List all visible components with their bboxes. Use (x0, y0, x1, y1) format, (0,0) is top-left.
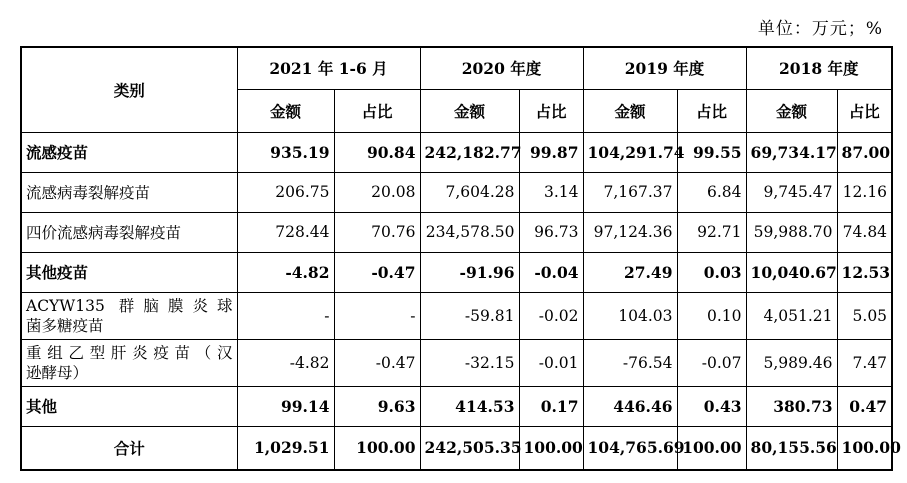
cell-value: -91.96 (420, 252, 519, 292)
total-value: 242,505.35 (420, 426, 519, 470)
row-label: 流感病毒裂解疫苗 (21, 172, 237, 212)
cell-value: 87.00 (837, 132, 892, 172)
cell-value: 59,988.70 (746, 212, 837, 252)
header-period-2021h1: 2021 年 1-6 月 (237, 47, 420, 89)
cell-value: 935.19 (237, 132, 334, 172)
table-row (21, 386, 892, 426)
cell-value: 414.53 (420, 386, 519, 426)
table-row (21, 212, 892, 252)
cell-value: 242,182.77 (420, 132, 519, 172)
header-amount: 金额 (237, 89, 334, 132)
cell-value: -32.15 (420, 339, 519, 386)
row-label: 其他疫苗 (21, 252, 237, 292)
row-label-line: 重组乙型肝炎疫苗（汉 (26, 343, 233, 362)
cell-value: -4.82 (237, 252, 334, 292)
cell-value: 6.84 (677, 172, 746, 212)
cell-value: 380.73 (746, 386, 837, 426)
table-row (21, 252, 892, 292)
cell-value: 96.73 (519, 212, 583, 252)
total-value: 1,029.51 (237, 426, 334, 470)
header-share: 占比 (837, 89, 892, 132)
table-row (21, 172, 892, 212)
cell-value: 4,051.21 (746, 292, 837, 339)
cell-value: 234,578.50 (420, 212, 519, 252)
total-value: 80,155.56 (746, 426, 837, 470)
table-row (21, 292, 892, 339)
cell-value: 90.84 (334, 132, 420, 172)
total-value: 100.00 (334, 426, 420, 470)
cell-value: 12.16 (837, 172, 892, 212)
cell-value: 3.14 (519, 172, 583, 212)
cell-value: -0.02 (519, 292, 583, 339)
cell-value: 446.46 (583, 386, 677, 426)
cell-value: 0.10 (677, 292, 746, 339)
cell-value: 0.03 (677, 252, 746, 292)
cell-value: 728.44 (237, 212, 334, 252)
header-share: 占比 (519, 89, 583, 132)
cell-value: -0.07 (677, 339, 746, 386)
cell-value: 27.49 (583, 252, 677, 292)
total-value: 100.00 (677, 426, 746, 470)
cell-value: 97,124.36 (583, 212, 677, 252)
header-period-2019: 2019 年度 (583, 47, 746, 89)
revenue-table (20, 46, 901, 471)
cell-value: 10,040.67 (746, 252, 837, 292)
row-label (21, 292, 237, 339)
row-label-line: 菌多糖疫苗 (26, 316, 104, 335)
cell-value: - (237, 292, 334, 339)
cell-value: 70.76 (334, 212, 420, 252)
cell-value: 5.05 (837, 292, 892, 339)
cell-value: 7,604.28 (420, 172, 519, 212)
cell-value: 9,745.47 (746, 172, 837, 212)
total-value: 104,765.69 (583, 426, 677, 470)
table-row (21, 339, 892, 386)
cell-value: 0.17 (519, 386, 583, 426)
header-share: 占比 (334, 89, 420, 132)
cell-value: 74.84 (837, 212, 892, 252)
cell-value: 99.55 (677, 132, 746, 172)
header-amount: 金额 (583, 89, 677, 132)
cell-value: - (334, 292, 420, 339)
cell-value: 99.87 (519, 132, 583, 172)
unit-note: 单位：万元；% (757, 19, 883, 39)
total-value: 100.00 (837, 426, 892, 470)
cell-value: 20.08 (334, 172, 420, 212)
row-label: 四价流感病毒裂解疫苗 (21, 212, 237, 252)
cell-value: 0.47 (837, 386, 892, 426)
row-label-line: 逊酵母） (26, 363, 89, 382)
header-period-2020: 2020 年度 (420, 47, 583, 89)
header-category: 类别 (21, 47, 237, 132)
cell-value: 7,167.37 (583, 172, 677, 212)
row-label-line: ACYW135 群脑膜炎球 (26, 296, 233, 315)
cell-value: 92.71 (677, 212, 746, 252)
cell-value: 0.43 (677, 386, 746, 426)
header-period-2018: 2018 年度 (746, 47, 892, 89)
cell-value: -0.47 (334, 252, 420, 292)
cell-value: 206.75 (237, 172, 334, 212)
cell-value: -0.01 (519, 339, 583, 386)
cell-value: 9.63 (334, 386, 420, 426)
cell-value: 99.14 (237, 386, 334, 426)
cell-value: 104,291.74 (583, 132, 677, 172)
table-row (21, 132, 892, 172)
header-amount: 金额 (420, 89, 519, 132)
cell-value: 104.03 (583, 292, 677, 339)
cell-value: 12.53 (837, 252, 892, 292)
total-value: 100.00 (519, 426, 583, 470)
cell-value: 69,734.17 (746, 132, 837, 172)
row-label (21, 339, 237, 386)
cell-value: -0.04 (519, 252, 583, 292)
header-share: 占比 (677, 89, 746, 132)
row-label: 流感疫苗 (21, 132, 237, 172)
cell-value: -59.81 (420, 292, 519, 339)
cell-value: 5,989.46 (746, 339, 837, 386)
cell-value: 7.47 (837, 339, 892, 386)
cell-value: -76.54 (583, 339, 677, 386)
total-row (21, 426, 892, 470)
total-label: 合计 (21, 426, 237, 470)
header-amount: 金额 (746, 89, 837, 132)
cell-value: -0.47 (334, 339, 420, 386)
cell-value: -4.82 (237, 339, 334, 386)
row-label: 其他 (21, 386, 237, 426)
